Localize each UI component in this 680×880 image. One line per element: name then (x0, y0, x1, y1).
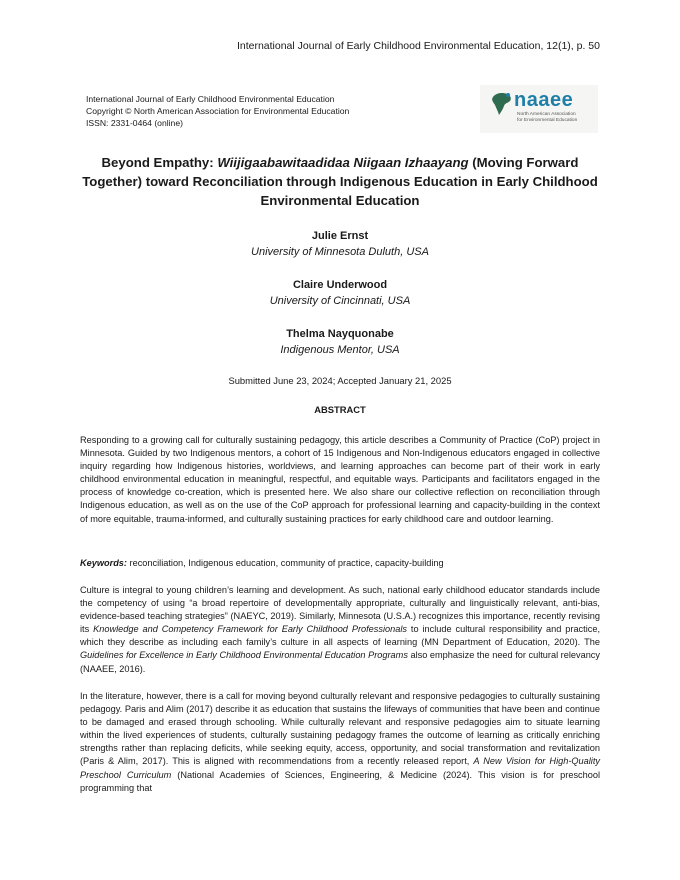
body-1-text-e: also emphasize the need for cultural relevancy (NAAEE, 2016). (80, 650, 600, 674)
body-2-title-new-vision: A New Vision for High-Quality Preschool Curriculum (80, 756, 600, 780)
author-affiliation: Indigenous Mentor, USA (280, 344, 400, 356)
title-part-2: (Moving Forward Together) toward Reconciliation through Indigenous Education in Early Childhood Environmental Education (82, 155, 598, 208)
body-paragraph-1 (80, 584, 600, 676)
logo-subtitle-line-2: for Environmental Education (517, 117, 578, 123)
body-1-title-guidelines: Guidelines for Excellence in Early Childhood Environmental Education Programs (80, 650, 408, 661)
abstract-heading: ABSTRACT (314, 404, 366, 415)
title-part-1: Beyond Empathy: (101, 155, 218, 170)
body-1-title-knowledge-framework: Knowledge and Competency Framework for Early Childhood Professionals (93, 624, 407, 635)
journal-info (86, 93, 349, 130)
author-block-2 (90, 277, 590, 309)
body-2-text-a: In the literature, however, there is a call for moving beyond culturally relevant and responsive pedagogies to culturally sustaining pedagogy. Paris and Alim (2017) describe it as education that sustains the lifeways of communities that have been and continue to be damaged and erased through schooling. While culturally relevant and responsive pedagogies aim to situate learning within the lived experiences of students, culturally sustaining pedagogy frames the outcome of learning as critically enriching strengths rather than replacing deficits, while seeking equity, access, opportunity, and social transformation and revitalization (Paris & Alim, 2017). This is aligned with recommendations from a recently released report, (80, 691, 600, 767)
body-2-text-c: (National Academies of Sciences, Engineering, & Medicine (2024). This vision is for preschool programming that (80, 769, 600, 793)
author-name: Claire Underwood (292, 279, 388, 291)
logo-wordmark: naaee (514, 89, 574, 111)
article-title (70, 153, 610, 210)
author-block-3 (90, 326, 590, 358)
keywords (80, 557, 600, 570)
body-1-text-a: Culture is integral to young children’s learning and development. As such, national early childhood educator standards include the competency of using “a broad repertoire of developmentally appropriate, culturally and linguistically relevant, anti-bias, evidence-based teaching strategies” (NAEYC, 2019). Similarly, Minnesota (U.S.A.) recognizes this importance, recently revising its (80, 585, 600, 635)
keywords-label: Keywords: (80, 558, 127, 568)
author-affiliation: University of Cincinnati, USA (269, 295, 411, 307)
author-affiliation: University of Minnesota Duluth, USA (251, 246, 429, 258)
keywords-list: reconciliation, Indigenous education, community of practice, capacity-building (126, 558, 444, 568)
body-paragraph-2 (80, 690, 600, 795)
body-1-text-c: to include cultural responsibility and practice, which they describe as including each family’s culture in all aspects of learning (MN Department of Education, 2020). The (80, 624, 601, 648)
naaee-logo (480, 85, 598, 133)
abstract-text: Responding to a growing call for culturally sustaining pedagogy, this article describes a Community of Practice (CoP) project in Minnesota. Guided by two Indigenous mentors, a cohort of 15 Indigenous and Non-Indigenous educators engaged in collective inquiry regarding how Indigenous histories, worldviews, and learning approaches can become part of their work in early childhood environmental education in meaningful, respectful, and equitable ways. Participants and facilitators engaged in the process of knowledge co-creation, which is presented here. We also share our collective reflection on reconciliation through Indigenous education, as well as on the use of the CoP approach for professional learning and capacity-building in the context of more equitable, trauma-informed, and culturally sustaining practices for early childhood care and outdoor learning. (80, 435, 600, 524)
logo-subtitle-line-1: North American Association (517, 112, 576, 117)
author-name: Thelma Nayquonabe (286, 328, 394, 340)
author-name: Julie Ernst (311, 230, 369, 242)
issn-line: ISSN: 2331-0464 (online) (86, 118, 183, 129)
title-ojibwe-phrase: Wiijigaabawitaadidaa Niigaan Izhaayang (217, 155, 469, 170)
author-block-1 (90, 228, 590, 260)
copyright-line: Copyright © North American Association for Environmental Education (86, 106, 350, 117)
submission-dates: Submitted June 23, 2024; Accepted January 21, 2025 (228, 375, 452, 386)
north-america-map-icon (490, 91, 514, 117)
journal-name: International Journal of Early Childhood Environmental Education (86, 94, 335, 104)
logo-subtitle (517, 112, 577, 123)
running-head: International Journal of Early Childhood Environmental Education, 12(1), p. 50 (236, 40, 600, 52)
